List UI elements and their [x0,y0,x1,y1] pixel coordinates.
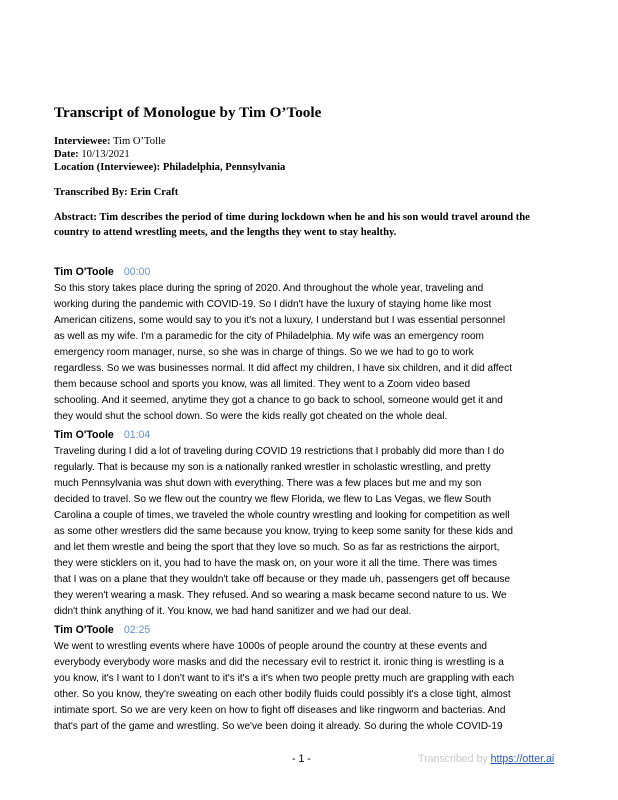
abstract-line: Abstract: Tim describes the period of time during lockdown when he and his son would travel around the [54,212,530,223]
text-line: that's part of the game and wrestling. So we've been doing it already. So during the whole COVID-19 [54,721,503,733]
transcript-segment [54,266,569,425]
text-line: American citizens, some would say to you it's not a luxury, I understand but I was essential personnel [54,315,506,327]
interviewee-value: Tim O’Tolle [112,136,166,147]
text-line: much Pennsylvania was shut down with everything. There was a few places but me and my son [54,478,482,490]
timestamp[interactable]: 00:00 [123,266,151,278]
interviewee-line [54,135,574,149]
credit-prefix: Transcribed by [418,753,488,765]
text-line: intimate sport. So we are very keen on how to fight off diseases and like ringworm and bacterias. And [54,705,506,717]
text-line: working during the pandemic with COVID-19. So I didn't have the luxury of staying home like most [54,299,492,311]
text-line: didn't think anything of it. You know, we had hand sanitizer and we had our deal. [54,606,412,618]
timestamp[interactable]: 01:04 [123,429,151,441]
speaker-header [54,266,569,279]
text-line: So this story takes place during the spring of 2020. And throughout the whole year, traveling and [54,283,484,294]
speaker-name: Tim O'Toole [54,429,114,441]
text-line: Carolina a couple of times, we traveled the whole country wrestling and looking for competition as well [54,510,510,522]
segment-text [54,444,569,621]
date-line [54,148,574,162]
text-line: Traveling during I did a lot of traveling during COVID 19 restrictions that I probably did more than I do [54,446,505,457]
segment-text [54,281,569,425]
text-line: regularly. That is because my son is a nationally ranked wrestler in scholastic wrestling, and pretty [54,462,491,474]
abstract [54,211,574,240]
speaker-name: Tim O'Toole [54,266,114,278]
abstract-line: country to attend wrestling meets, and the lengths they went to stay healthy. [54,226,397,238]
text-line: We went to wrestling events where have 1000s of people around the country at these events and [54,641,487,652]
text-line: that I was on a plane that they wouldn't take off because or they made uh, passengers get off because [54,574,511,586]
date-value: 10/13/2021 [81,149,130,160]
transcribed-by-label: Transcribed By: [54,187,128,198]
text-line: regardless. So we was businesses normal. It did affect my children, I have six children, and it did affect [54,363,512,375]
text-line: emergency room manager, nurse, so she was in charge of things. So we we had to go to work [54,347,474,359]
transcribed-by-value: Erin Craft [130,187,179,198]
text-line: they were sticklers on it, you had to have the mask on, on your wore it all the time. There was times [54,558,498,570]
document-title: Transcript of Monologue by Tim O’Toole [54,104,322,121]
speaker-header [54,429,569,442]
text-line: they would shut the school down. So were the kids really got cheated on the whole deal. [54,411,448,423]
speaker-name: Tim O'Toole [54,624,114,636]
text-line: and let them wrestle and being the sport that they love so much. So as far as restrictions the airport, [54,542,500,554]
text-line: as well as my wife. I'm a paramedic for the city of Philadelphia. My wife was an emergency room [54,331,484,343]
transcribed-by-line [54,186,574,200]
date-label: Date: [54,149,79,160]
segment-text [54,639,569,735]
location-line [54,161,574,175]
interviewee-label: Interviewee: [54,136,111,147]
text-line: everybody everybody wore masks and did the necessary evil to restrict it. ironic thing is wrestling is a [54,657,504,669]
text-line: as some other wrestlers did the same because you know, trying to keep some sanity for these kids and [54,526,513,538]
text-line: you know, it's I want to I don't want to it's it's a it's when two people pretty much are grappling with each [54,673,515,685]
transcript-segment [54,429,569,621]
text-line: other. So you know, they're sweating on each other bodily fluids could possibly it's a close tight, almost [54,689,511,701]
speaker-header [54,624,569,637]
timestamp[interactable]: 02:25 [123,624,151,636]
otter-link[interactable]: https://otter.ai [490,753,555,765]
text-line: decided to travel. So we flew out the country we flew Florida, we flew to Las Vegas, we flew South [54,494,492,506]
transcript-segment [54,624,569,735]
location-label: Location (Interviewee): [54,162,161,173]
text-line: schooling. And it seemed, anytime they got a chance to go back to school, someone would get it and [54,395,503,407]
page-number: - 1 - [292,753,311,765]
location-value: Philadelphia, Pennsylvania [162,162,286,173]
transcription-credit [418,753,554,765]
text-line: they weren't wearing a mask. They refused. And so wearing a mask became second nature to us. We [54,590,507,602]
text-line: them because school and sports you know, was all limited. They went to a Zoom video based [54,379,471,391]
